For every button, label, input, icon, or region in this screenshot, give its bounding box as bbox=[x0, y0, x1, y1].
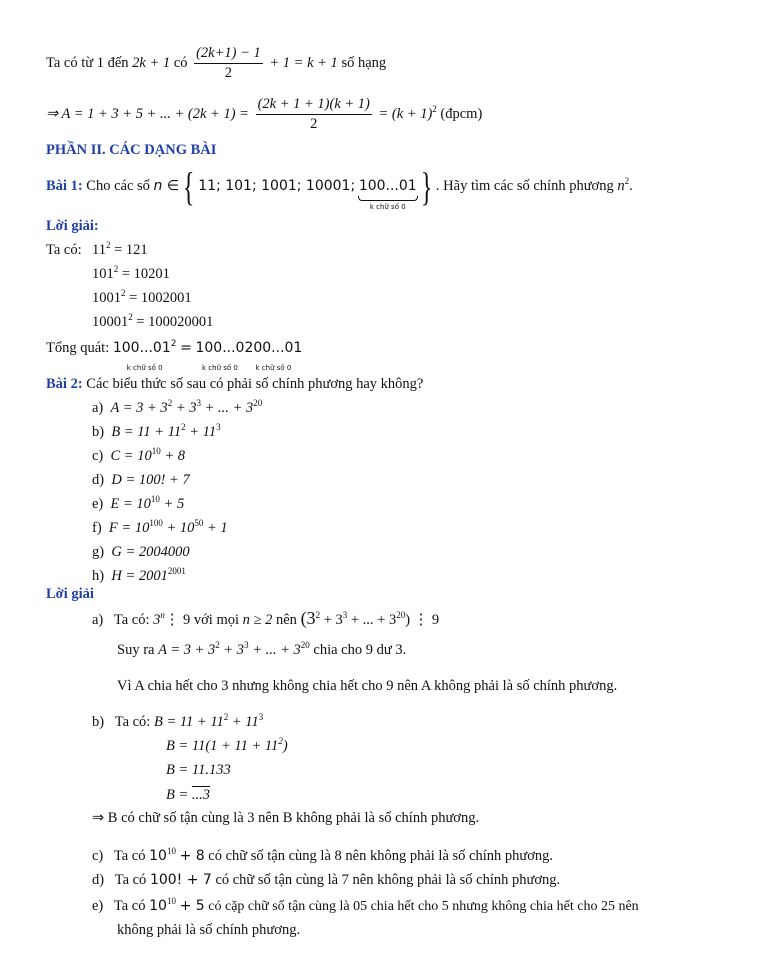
expression: + 11 bbox=[185, 424, 217, 440]
underbrace-number bbox=[244, 338, 302, 372]
math: n ∈ bbox=[153, 178, 180, 194]
math: 10 bbox=[149, 898, 167, 914]
math: 2k + 1 bbox=[132, 54, 171, 71]
base: 11 bbox=[92, 242, 106, 258]
text: Ta có: bbox=[114, 714, 151, 730]
math: ) bbox=[282, 738, 288, 754]
text: Các biểu thức số sau có phải số chính phương hay không? bbox=[86, 376, 424, 392]
math: B = bbox=[166, 787, 189, 803]
text: có chữ số tận cùng là 8 nên không phải là số chính phương. bbox=[208, 848, 554, 864]
text: . Hãy tìm các số chính phương bbox=[435, 178, 614, 194]
exponent: 2 bbox=[278, 736, 283, 746]
solution-b-line-1 bbox=[92, 712, 263, 732]
expression: B = 11 + 11 bbox=[111, 424, 182, 440]
math: + ... + 3 bbox=[347, 612, 397, 628]
math: n bbox=[617, 178, 625, 194]
text: Ta có bbox=[113, 898, 146, 914]
math: (3 bbox=[300, 608, 316, 628]
text: có chữ số tận cùng là 7 nên không phải là số chính phương. bbox=[215, 872, 561, 888]
exponent: 2 bbox=[170, 339, 177, 349]
expression: + 5 bbox=[159, 496, 185, 512]
underbrace-label: k chữ số 0 bbox=[202, 364, 238, 372]
exponent: 10 bbox=[166, 896, 176, 906]
exponent: 3 bbox=[342, 610, 348, 620]
exercise-1 bbox=[46, 163, 633, 211]
exercise-label: Bài 2: bbox=[46, 376, 83, 392]
underbrace-number bbox=[359, 176, 417, 211]
math: ⋮ 9 bbox=[164, 612, 191, 628]
solution-heading: Lời giải bbox=[46, 586, 94, 602]
denominator: 2 bbox=[310, 116, 318, 132]
math: B = 11 + 11 bbox=[153, 714, 224, 730]
left-brace: { bbox=[182, 163, 195, 209]
item-key: b) bbox=[92, 714, 105, 730]
square-row bbox=[92, 264, 170, 284]
exponent: 2 bbox=[624, 176, 630, 186]
math: + 8 bbox=[179, 848, 205, 864]
item-key: b) bbox=[92, 424, 105, 440]
expression: G = 2004000 bbox=[111, 544, 190, 560]
math: + 1 = k + 1 bbox=[269, 54, 338, 71]
text: Ta có: bbox=[113, 612, 150, 628]
base: 10001 bbox=[92, 314, 129, 330]
exponent: n bbox=[160, 610, 165, 620]
text: có bbox=[173, 54, 188, 71]
exercise-2-item bbox=[92, 398, 262, 418]
exercise-2-item bbox=[92, 446, 185, 466]
section-heading: PHẦN II. CÁC DẠNG BÀI bbox=[46, 142, 217, 158]
item-key: d) bbox=[92, 872, 105, 888]
solution-a-line-3: Vì A chia hết cho 3 nhưng không chia hết cho 9 nên A không phải là số chính phương. bbox=[117, 678, 618, 694]
solution-e-line-2: không phải là số chính phương. bbox=[117, 922, 301, 938]
math: + 3 bbox=[219, 642, 245, 658]
math: ⇒ A = 1 + 3 + 5 + ... + (2k + 1) = bbox=[46, 105, 249, 122]
math: + ... + 3 bbox=[248, 642, 301, 658]
math: = bbox=[180, 340, 192, 356]
math-set: 11; 101; 1001; 10001; bbox=[198, 178, 356, 194]
line-2 bbox=[46, 95, 482, 134]
value: = 1002001 bbox=[129, 290, 192, 306]
exponent: 2 bbox=[432, 103, 437, 114]
math: = (k + 1) bbox=[378, 105, 433, 122]
exercise-2-item bbox=[92, 470, 190, 490]
expression: + 10 bbox=[162, 520, 195, 536]
item-key: d) bbox=[92, 472, 105, 488]
general-formula bbox=[46, 338, 302, 372]
item-key: a) bbox=[92, 400, 104, 416]
text: Suy ra bbox=[117, 642, 155, 658]
expression: F = 10 bbox=[108, 520, 150, 536]
exponent: 10 bbox=[150, 494, 160, 504]
expression: D = 100! + 7 bbox=[111, 472, 190, 488]
solution-b-line-4 bbox=[166, 785, 210, 805]
fraction bbox=[194, 44, 263, 83]
overline-number: ...3 bbox=[191, 787, 211, 803]
exponent: 2 bbox=[167, 398, 173, 408]
item-key: a) bbox=[92, 612, 104, 628]
solution-heading: Lời giải: bbox=[46, 218, 99, 234]
square-row bbox=[92, 288, 192, 308]
digits: 100...01 bbox=[112, 340, 171, 356]
exponent: 100 bbox=[149, 518, 163, 528]
underbrace-label: k chữ số 0 bbox=[126, 364, 163, 372]
expression: + ... + 3 bbox=[200, 400, 254, 416]
text: nên bbox=[276, 612, 297, 628]
math: 100! + 7 bbox=[149, 872, 212, 888]
denominator: 2 bbox=[224, 65, 233, 81]
solution-c bbox=[92, 846, 553, 866]
expression: A = 3 + 3 bbox=[110, 400, 168, 416]
underbrace-number bbox=[195, 338, 244, 372]
text: . bbox=[629, 178, 633, 194]
expression: + 8 bbox=[160, 448, 186, 464]
item-key: c) bbox=[92, 848, 104, 864]
fraction bbox=[256, 95, 372, 134]
exponent: 20 bbox=[253, 398, 263, 408]
solution-b-line-3: B = 11.133 bbox=[166, 762, 231, 778]
text: có cặp chữ số tận cùng là 05 chia hết cho 5 nhưng không chia hết cho 25 nên bbox=[208, 899, 639, 914]
text: Tổng quát: bbox=[46, 340, 110, 356]
text: Ta có từ 1 đến bbox=[46, 54, 129, 71]
exponent: 2 bbox=[223, 712, 229, 722]
exponent: 2 bbox=[113, 264, 119, 274]
solution-d bbox=[92, 870, 560, 890]
number: 100...01 bbox=[358, 178, 417, 194]
item-key: c) bbox=[92, 448, 104, 464]
exponent: 3 bbox=[244, 640, 249, 650]
line-1 bbox=[46, 44, 386, 83]
exponent: 3 bbox=[216, 422, 221, 432]
item-key: e) bbox=[92, 898, 104, 914]
numerator: (2k+1) − 1 bbox=[194, 44, 263, 64]
exponent: 2001 bbox=[167, 566, 186, 576]
solution-b-line-2 bbox=[166, 736, 288, 756]
numerator: (2k + 1 + 1)(k + 1) bbox=[256, 95, 372, 115]
exercise-2-item bbox=[92, 542, 190, 562]
solution-e-line-1 bbox=[92, 896, 639, 917]
text: (đpcm) bbox=[440, 105, 483, 122]
exercise-2-item bbox=[92, 518, 228, 538]
exponent: 2 bbox=[215, 640, 220, 650]
text: với mọi bbox=[193, 612, 240, 628]
solution-a-line-1 bbox=[92, 608, 439, 630]
expression: E = 10 bbox=[110, 496, 151, 512]
math: A = 3 + 3 bbox=[158, 642, 216, 658]
item-key: f) bbox=[92, 520, 102, 536]
solution-b-conclusion: ⇒ B có chữ số tận cùng là 3 nên B không phải là số chính phương. bbox=[92, 810, 480, 826]
square-row bbox=[92, 312, 213, 332]
value: = 10201 bbox=[121, 266, 170, 282]
underbrace-number bbox=[113, 338, 177, 372]
base: 1001 bbox=[92, 290, 121, 306]
exercise-2-item bbox=[92, 494, 184, 514]
expression: H = 2001 bbox=[111, 568, 168, 584]
exponent: 2 bbox=[121, 288, 126, 298]
exercise-2-item bbox=[92, 566, 186, 586]
expression: + 1 bbox=[203, 520, 228, 536]
exponent: 10 bbox=[166, 846, 176, 856]
item-key: g) bbox=[92, 544, 105, 560]
exponent: 50 bbox=[194, 518, 204, 528]
math: B = 11(1 + 11 + 11 bbox=[166, 738, 279, 754]
math: 10 bbox=[149, 848, 167, 864]
exponent: 2 bbox=[128, 312, 133, 322]
ta-co-label: Ta có: bbox=[46, 242, 82, 258]
underbrace-label: k chữ số 0 bbox=[255, 364, 292, 372]
text: Cho các số bbox=[86, 178, 150, 194]
math: + 5 bbox=[179, 898, 205, 914]
underbrace bbox=[358, 196, 418, 201]
solution-a-line-2 bbox=[117, 640, 406, 660]
square-row bbox=[92, 240, 148, 260]
item-key: e) bbox=[92, 496, 104, 512]
text: số hạng bbox=[341, 54, 387, 71]
item-key: h) bbox=[92, 568, 105, 584]
math: 3 bbox=[153, 612, 161, 628]
text: Ta có bbox=[114, 872, 147, 888]
text: chia cho 9 dư 3. bbox=[313, 642, 407, 658]
number bbox=[113, 338, 177, 358]
math: ) ⋮ 9 bbox=[405, 612, 440, 628]
exercise-2 bbox=[46, 374, 423, 394]
exponent: 3 bbox=[258, 712, 264, 722]
expression: + 3 bbox=[172, 400, 197, 416]
expression: C = 10 bbox=[110, 448, 152, 464]
math: n ≥ 2 bbox=[242, 612, 273, 628]
exponent: 2 bbox=[181, 422, 186, 432]
value: = 121 bbox=[114, 242, 148, 258]
exercise-label: Bài 1: bbox=[46, 178, 83, 194]
number: 100...0 bbox=[195, 340, 245, 356]
math: + 3 bbox=[320, 612, 343, 628]
text: Ta có bbox=[113, 848, 146, 864]
base: 101 bbox=[92, 266, 114, 282]
value: = 100020001 bbox=[136, 314, 214, 330]
math: + 11 bbox=[228, 714, 259, 730]
right-brace: } bbox=[420, 163, 433, 209]
exponent: 2 bbox=[105, 240, 111, 250]
underbrace-label: k chữ số 0 bbox=[369, 203, 406, 211]
exponent: 20 bbox=[300, 640, 310, 650]
exponent: 10 bbox=[151, 446, 161, 456]
exponent: 20 bbox=[396, 610, 406, 620]
number: 200...01 bbox=[244, 340, 303, 356]
exercise-2-item bbox=[92, 422, 221, 442]
exponent: 3 bbox=[196, 398, 201, 408]
exponent: 2 bbox=[315, 610, 321, 620]
